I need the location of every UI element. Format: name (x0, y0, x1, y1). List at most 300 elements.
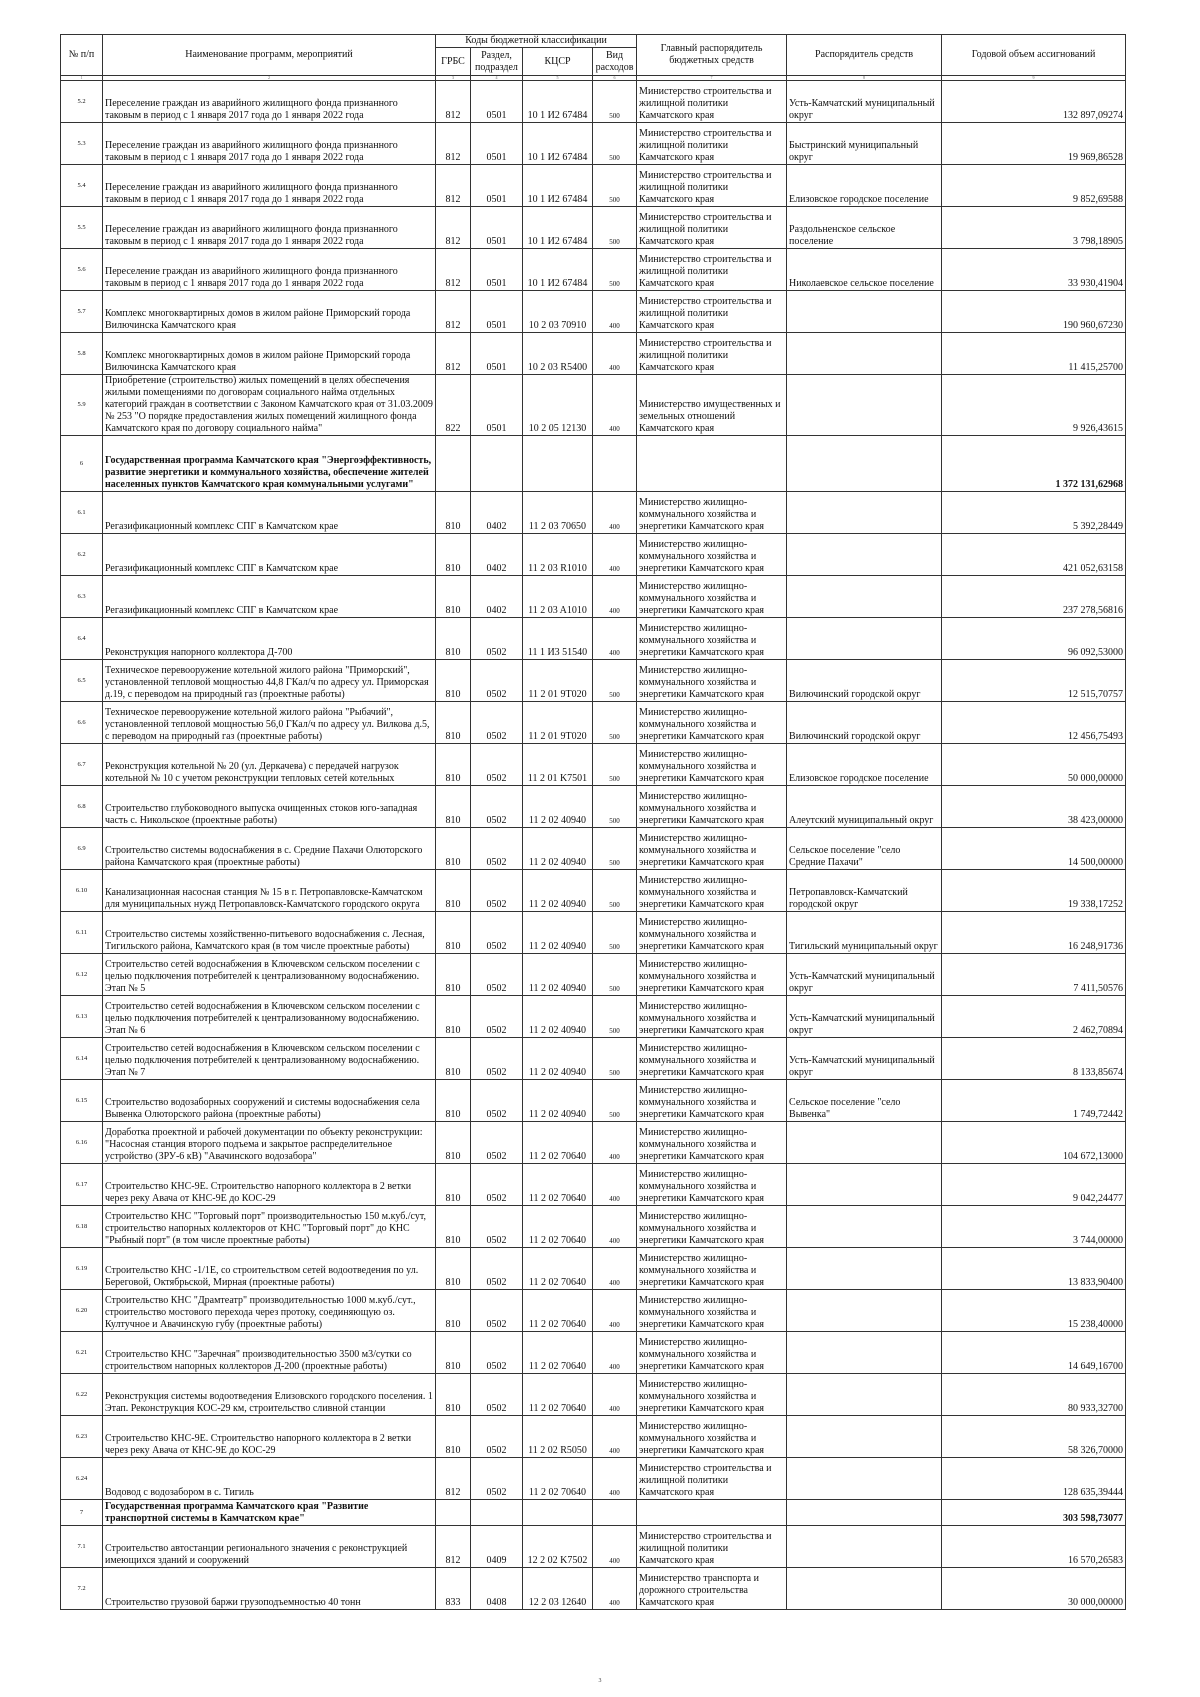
row-kcsr: 11 2 02 40940 (523, 828, 593, 870)
header-codes-group: Коды бюджетной классификации (436, 35, 637, 48)
row-name: Строительство КНС "Заречная" производительностью 3500 м3/сутки со строительством напорных коллекторов Д-200 (проектные работы) (103, 1332, 436, 1374)
row-number: 6.3 (61, 576, 103, 618)
row-grbs: 810 (436, 660, 471, 702)
row-manager (787, 1416, 942, 1458)
row-name: Строительство КНС "Драмтеатр" производительностью 1000 м.куб./сут., строительство мостового перехода через протоку, соединяющую оз. Култучное и Авачинскую губу (проектные работы) (103, 1290, 436, 1332)
row-kcsr: 11 2 02 40940 (523, 996, 593, 1038)
row-manager (787, 1500, 942, 1526)
row-main-manager: Министерство строительства и жилищной политики Камчатского края (637, 1458, 787, 1500)
row-razdel: 0502 (471, 1248, 523, 1290)
row-name: Государственная программа Камчатского края "Развитие транспортной системы в Камчатском крае" (103, 1500, 436, 1526)
row-manager: Усть-Камчатский муниципальный округ (787, 996, 942, 1038)
row-main-manager: Министерство жилищно-коммунального хозяйства и энергетики Камчатского края (637, 1164, 787, 1206)
row-manager: Усть-Камчатский муниципальный округ (787, 1038, 942, 1080)
row-amount: 33 930,41904 (942, 249, 1126, 291)
row-name: Регазификационный комплекс СПГ в Камчатском крае (103, 576, 436, 618)
row-main-manager: Министерство строительства и жилищной политики Камчатского края (637, 291, 787, 333)
row-razdel: 0402 (471, 576, 523, 618)
table-row (61, 786, 1126, 828)
row-name: Канализационная насосная станция № 15 в г. Петропавловске-Камчатском для муниципальных нужд Петропавловск-Камчатского городского округа (103, 870, 436, 912)
row-amount: 421 052,63158 (942, 534, 1126, 576)
row-manager (787, 436, 942, 492)
column-number: 5 (523, 76, 593, 81)
row-grbs: 810 (436, 576, 471, 618)
row-number: 6.18 (61, 1206, 103, 1248)
row-number: 6.17 (61, 1164, 103, 1206)
row-grbs: 812 (436, 165, 471, 207)
row-amount: 3 744,00000 (942, 1206, 1126, 1248)
header-main-manager: Главный распорядитель бюджетных средств (637, 35, 787, 76)
row-razdel: 0502 (471, 1206, 523, 1248)
row-amount: 1 372 131,62968 (942, 436, 1126, 492)
row-main-manager: Министерство жилищно-коммунального хозяйства и энергетики Камчатского края (637, 954, 787, 996)
row-grbs: 810 (436, 1038, 471, 1080)
row-name: Строительство автостанции регионального значения с реконструкцией имеющихся зданий и сооружений (103, 1526, 436, 1568)
row-number: 7.2 (61, 1568, 103, 1610)
row-grbs: 810 (436, 1080, 471, 1122)
row-number: 6.21 (61, 1332, 103, 1374)
row-vid: 500 (593, 1080, 637, 1122)
row-razdel: 0501 (471, 165, 523, 207)
row-number: 6.19 (61, 1248, 103, 1290)
row-razdel: 0502 (471, 828, 523, 870)
row-manager: Усть-Камчатский муниципальный округ (787, 954, 942, 996)
row-vid: 400 (593, 1122, 637, 1164)
row-manager (787, 333, 942, 375)
row-manager: Петропавловск-Камчатский городской округ (787, 870, 942, 912)
row-amount: 11 415,25700 (942, 333, 1126, 375)
table-row (61, 996, 1126, 1038)
row-vid: 400 (593, 375, 637, 436)
row-grbs: 822 (436, 375, 471, 436)
row-vid: 500 (593, 165, 637, 207)
row-main-manager: Министерство строительства и жилищной политики Камчатского края (637, 1526, 787, 1568)
row-manager: Тигильский муниципальный округ (787, 912, 942, 954)
row-amount: 132 897,09274 (942, 81, 1126, 123)
row-vid: 500 (593, 1038, 637, 1080)
row-razdel: 0502 (471, 954, 523, 996)
row-vid: 400 (593, 1416, 637, 1458)
page-number: 3 (598, 1678, 602, 1684)
row-vid: 400 (593, 576, 637, 618)
table-row (61, 828, 1126, 870)
row-grbs: 810 (436, 492, 471, 534)
row-vid: 500 (593, 660, 637, 702)
row-razdel: 0408 (471, 1568, 523, 1610)
row-number: 6.16 (61, 1122, 103, 1164)
row-kcsr: 11 1 И3 51540 (523, 618, 593, 660)
row-razdel: 0501 (471, 333, 523, 375)
row-main-manager: Министерство жилищно-коммунального хозяйства и энергетики Камчатского края (637, 702, 787, 744)
row-razdel: 0502 (471, 786, 523, 828)
row-amount: 14 649,16700 (942, 1332, 1126, 1374)
row-manager: Сельское поселение "село Вывенка" (787, 1080, 942, 1122)
row-grbs: 810 (436, 1416, 471, 1458)
row-kcsr (523, 1500, 593, 1526)
row-main-manager: Министерство жилищно-коммунального хозяйства и энергетики Камчатского края (637, 996, 787, 1038)
row-razdel: 0502 (471, 702, 523, 744)
row-grbs: 810 (436, 828, 471, 870)
row-vid: 500 (593, 870, 637, 912)
row-name: Строительство КНС -1/1Е, со строительством сетей водоотведения по ул. Береговой, Октябрьской, Мирная (проектные работы) (103, 1248, 436, 1290)
row-grbs: 810 (436, 954, 471, 996)
row-number: 6.1 (61, 492, 103, 534)
row-vid: 400 (593, 534, 637, 576)
row-razdel (471, 1500, 523, 1526)
table-row (61, 870, 1126, 912)
row-name: Строительство системы хозяйственно-питьевого водоснабжения с. Лесная, Тигильского района, Камчатского края (в том числе проектные работы) (103, 912, 436, 954)
row-manager (787, 291, 942, 333)
row-number: 6.2 (61, 534, 103, 576)
row-manager (787, 576, 942, 618)
row-number: 6.23 (61, 1416, 103, 1458)
row-kcsr: 11 2 02 70640 (523, 1458, 593, 1500)
row-main-manager: Министерство жилищно-коммунального хозяйства и энергетики Камчатского края (637, 1206, 787, 1248)
row-amount: 104 672,13000 (942, 1122, 1126, 1164)
row-grbs: 833 (436, 1568, 471, 1610)
row-number: 5.5 (61, 207, 103, 249)
row-amount: 9 852,69588 (942, 165, 1126, 207)
column-number: 2 (103, 76, 436, 81)
table-row (61, 660, 1126, 702)
row-manager: Вилючинский городской округ (787, 702, 942, 744)
row-vid: 400 (593, 1332, 637, 1374)
row-kcsr: 11 2 02 40940 (523, 912, 593, 954)
row-grbs: 812 (436, 1458, 471, 1500)
row-razdel: 0502 (471, 996, 523, 1038)
table-row (61, 744, 1126, 786)
row-manager (787, 1290, 942, 1332)
row-amount: 16 248,91736 (942, 912, 1126, 954)
table-row (61, 1206, 1126, 1248)
row-vid: 400 (593, 1374, 637, 1416)
row-manager: Сельское поселение "село Средние Пахачи" (787, 828, 942, 870)
row-grbs: 810 (436, 996, 471, 1038)
row-amount: 38 423,00000 (942, 786, 1126, 828)
table-row (61, 1164, 1126, 1206)
row-vid: 500 (593, 996, 637, 1038)
row-vid: 500 (593, 786, 637, 828)
row-amount: 15 238,40000 (942, 1290, 1126, 1332)
row-kcsr: 11 2 02 70640 (523, 1248, 593, 1290)
row-razdel: 0502 (471, 744, 523, 786)
row-name: Строительство сетей водоснабжения в Ключевском сельском поселении с целью подключения потребителей к централизованному водоснабжению. Этап № 7 (103, 1038, 436, 1080)
row-razdel: 0502 (471, 1416, 523, 1458)
row-kcsr: 11 2 02 70640 (523, 1206, 593, 1248)
row-amount: 50 000,00000 (942, 744, 1126, 786)
row-kcsr: 11 2 02 70640 (523, 1332, 593, 1374)
row-number: 6.4 (61, 618, 103, 660)
row-vid: 400 (593, 1526, 637, 1568)
row-grbs: 810 (436, 702, 471, 744)
row-manager: Елизовское городское поселение (787, 744, 942, 786)
row-manager: Алеутский муниципальный округ (787, 786, 942, 828)
row-name: Регазификационный комплекс СПГ в Камчатском крае (103, 534, 436, 576)
row-main-manager: Министерство жилищно-коммунального хозяйства и энергетики Камчатского края (637, 492, 787, 534)
row-amount: 16 570,26583 (942, 1526, 1126, 1568)
row-razdel: 0409 (471, 1526, 523, 1568)
row-name: Приобретение (строительство) жилых помещений в целях обеспечения жилыми помещениями по договорам социального найма отдельных категорий граждан в соответствии с Законом Камчатского края от 31.03.2009 № 253 "О порядке предоставления жилых помещений жилищного фонда Камчатского края по договору социального найма" (103, 375, 436, 436)
row-grbs: 810 (436, 1122, 471, 1164)
column-number: 7 (637, 76, 787, 81)
table-row (61, 1568, 1126, 1610)
table-row (61, 165, 1126, 207)
row-amount: 30 000,00000 (942, 1568, 1126, 1610)
table-row (61, 123, 1126, 165)
table-row (61, 492, 1126, 534)
row-vid: 500 (593, 702, 637, 744)
row-main-manager: Министерство жилищно-коммунального хозяйства и энергетики Камчатского края (637, 1290, 787, 1332)
row-kcsr: 10 1 И2 67484 (523, 81, 593, 123)
row-grbs: 810 (436, 1374, 471, 1416)
row-kcsr: 11 2 02 70640 (523, 1374, 593, 1416)
row-grbs: 810 (436, 534, 471, 576)
row-number: 6.15 (61, 1080, 103, 1122)
row-manager (787, 1526, 942, 1568)
table-row (61, 702, 1126, 744)
row-vid: 500 (593, 954, 637, 996)
row-grbs: 810 (436, 1248, 471, 1290)
row-grbs: 812 (436, 333, 471, 375)
row-vid: 400 (593, 333, 637, 375)
row-name: Реконструкция напорного коллектора Д-700 (103, 618, 436, 660)
row-vid: 400 (593, 1206, 637, 1248)
row-vid: 400 (593, 291, 637, 333)
row-amount: 5 392,28449 (942, 492, 1126, 534)
row-manager (787, 1122, 942, 1164)
header-kcsr: КЦСР (523, 48, 593, 76)
header-name: Наименование программ, мероприятий (103, 35, 436, 76)
row-vid: 400 (593, 1568, 637, 1610)
row-razdel: 0502 (471, 1290, 523, 1332)
row-razdel: 0502 (471, 618, 523, 660)
row-kcsr: 11 2 02 40940 (523, 1080, 593, 1122)
row-number: 5.9 (61, 375, 103, 436)
row-name: Переселение граждан из аварийного жилищного фонда признанного таковым в период с 1 января 2017 года до 1 января 2022 года (103, 123, 436, 165)
header-razdel: Раздел, подраздел (471, 48, 523, 76)
row-grbs: 810 (436, 786, 471, 828)
row-number: 6.6 (61, 702, 103, 744)
row-grbs: 810 (436, 618, 471, 660)
row-number: 6.20 (61, 1290, 103, 1332)
row-manager (787, 1458, 942, 1500)
row-manager: Быстринский муниципальный округ (787, 123, 942, 165)
row-grbs: 810 (436, 912, 471, 954)
row-main-manager (637, 436, 787, 492)
row-name: Строительство сетей водоснабжения в Ключевском сельском поселении с целью подключения потребителей к централизованному водоснабжению. Этап № 6 (103, 996, 436, 1038)
row-razdel: 0501 (471, 291, 523, 333)
budget-table-page (60, 34, 1125, 1610)
row-amount: 12 456,75493 (942, 702, 1126, 744)
header-manager: Распорядитель средств (787, 35, 942, 76)
row-manager: Елизовское городское поселение (787, 165, 942, 207)
row-amount: 8 133,85674 (942, 1038, 1126, 1080)
row-main-manager: Министерство жилищно-коммунального хозяйства и энергетики Камчатского края (637, 1122, 787, 1164)
row-razdel: 0402 (471, 534, 523, 576)
row-manager: Усть-Камчатский муниципальный округ (787, 81, 942, 123)
row-main-manager: Министерство строительства и жилищной политики Камчатского края (637, 333, 787, 375)
row-amount: 58 326,70000 (942, 1416, 1126, 1458)
row-amount: 96 092,53000 (942, 618, 1126, 660)
table-row (61, 249, 1126, 291)
table-body (61, 81, 1126, 1610)
row-grbs (436, 1500, 471, 1526)
header-amount: Годовой объем ассигнований (942, 35, 1126, 76)
row-kcsr: 11 2 01 9Т020 (523, 702, 593, 744)
row-grbs: 812 (436, 291, 471, 333)
row-name: Реконструкция котельной № 20 (ул. Деркачева) с передачей нагрузок котельной № 10 с учетом реконструкции тепловых сетей котельных (103, 744, 436, 786)
row-name: Строительство глубоководного выпуска очищенных стоков юго-западная часть с. Никольское (проектные работы) (103, 786, 436, 828)
row-grbs: 810 (436, 1206, 471, 1248)
row-amount: 14 500,00000 (942, 828, 1126, 870)
table-row (61, 291, 1126, 333)
row-kcsr: 11 2 01 K7501 (523, 744, 593, 786)
row-main-manager: Министерство жилищно-коммунального хозяйства и энергетики Камчатского края (637, 912, 787, 954)
table-row (61, 618, 1126, 660)
table-row (61, 1248, 1126, 1290)
row-number: 7 (61, 1500, 103, 1526)
row-razdel: 0502 (471, 660, 523, 702)
row-grbs: 810 (436, 1164, 471, 1206)
table-row (61, 954, 1126, 996)
row-number: 6.12 (61, 954, 103, 996)
row-kcsr: 11 2 02 40940 (523, 1038, 593, 1080)
row-number: 5.4 (61, 165, 103, 207)
row-vid (593, 1500, 637, 1526)
row-main-manager: Министерство транспорта и дорожного строительства Камчатского края (637, 1568, 787, 1610)
row-kcsr: 11 2 02 40940 (523, 786, 593, 828)
row-main-manager: Министерство строительства и жилищной политики Камчатского края (637, 165, 787, 207)
row-grbs: 812 (436, 249, 471, 291)
row-grbs: 810 (436, 1290, 471, 1332)
row-amount: 12 515,70757 (942, 660, 1126, 702)
row-manager (787, 534, 942, 576)
row-number: 6.7 (61, 744, 103, 786)
row-main-manager: Министерство жилищно-коммунального хозяйства и энергетики Камчатского края (637, 1248, 787, 1290)
table-row (61, 1290, 1126, 1332)
row-razdel: 0502 (471, 1458, 523, 1500)
column-number: 3 (436, 76, 471, 81)
row-vid: 500 (593, 744, 637, 786)
row-main-manager: Министерство жилищно-коммунального хозяйства и энергетики Камчатского края (637, 1416, 787, 1458)
row-razdel: 0502 (471, 912, 523, 954)
column-number: 1 (61, 76, 103, 81)
row-main-manager: Министерство строительства и жилищной политики Камчатского края (637, 207, 787, 249)
row-vid: 400 (593, 492, 637, 534)
table-row (61, 375, 1126, 436)
row-kcsr: 10 1 И2 67484 (523, 123, 593, 165)
table-row (61, 1038, 1126, 1080)
row-number: 6.5 (61, 660, 103, 702)
row-kcsr: 11 2 01 9Т020 (523, 660, 593, 702)
row-grbs: 812 (436, 123, 471, 165)
table-row (61, 81, 1126, 123)
row-name: Водовод с водозабором в с. Тигиль (103, 1458, 436, 1500)
row-razdel: 0502 (471, 1374, 523, 1416)
row-name: Строительство КНС "Торговый порт" производительностью 150 м.куб./сут, строительство напорных коллекторов от КНС "Торговый порт" до КНС "Рыбный порт" (в том числе проектные работы) (103, 1206, 436, 1248)
table-row (61, 1374, 1126, 1416)
row-grbs: 812 (436, 81, 471, 123)
row-manager (787, 1164, 942, 1206)
row-name: Строительство сетей водоснабжения в Ключевском сельском поселении с целью подключения потребителей к централизованному водоснабжению. Этап № 5 (103, 954, 436, 996)
table-row (61, 576, 1126, 618)
table-row (61, 1122, 1126, 1164)
row-number: 6.10 (61, 870, 103, 912)
table-header (61, 35, 1126, 81)
table-row (61, 1526, 1126, 1568)
table-row (61, 1080, 1126, 1122)
row-number: 6 (61, 436, 103, 492)
row-manager: Николаевское сельское поселение (787, 249, 942, 291)
row-vid: 500 (593, 207, 637, 249)
row-razdel: 0501 (471, 207, 523, 249)
row-amount: 237 278,56816 (942, 576, 1126, 618)
row-kcsr: 11 2 02 70640 (523, 1164, 593, 1206)
row-amount: 1 749,72442 (942, 1080, 1126, 1122)
table-row (61, 207, 1126, 249)
row-kcsr: 11 2 02 40940 (523, 870, 593, 912)
row-main-manager: Министерство жилищно-коммунального хозяйства и энергетики Камчатского края (637, 744, 787, 786)
row-razdel: 0502 (471, 1080, 523, 1122)
row-kcsr: 11 2 03 A1010 (523, 576, 593, 618)
row-manager (787, 1374, 942, 1416)
row-main-manager: Министерство жилищно-коммунального хозяйства и энергетики Камчатского края (637, 660, 787, 702)
row-manager: Вилючинский городской округ (787, 660, 942, 702)
row-vid: 500 (593, 828, 637, 870)
row-vid (593, 436, 637, 492)
row-razdel: 0501 (471, 123, 523, 165)
row-number: 6.24 (61, 1458, 103, 1500)
row-grbs: 810 (436, 870, 471, 912)
row-vid: 500 (593, 249, 637, 291)
row-amount: 7 411,50576 (942, 954, 1126, 996)
row-main-manager (637, 1500, 787, 1526)
row-kcsr: 10 2 03 70910 (523, 291, 593, 333)
row-grbs: 810 (436, 1332, 471, 1374)
row-grbs: 812 (436, 1526, 471, 1568)
row-razdel: 0502 (471, 1332, 523, 1374)
row-name: Техническое перевооружение котельной жилого района "Рыбачий", установленной тепловой мощностью 56,0 ГКал/ч по адресу ул. Вилкова д.5, с переводом на природный газ (проектные работы) (103, 702, 436, 744)
row-manager: Раздольненское сельское поселение (787, 207, 942, 249)
row-razdel: 0502 (471, 870, 523, 912)
row-number: 6.8 (61, 786, 103, 828)
row-main-manager: Министерство жилищно-коммунального хозяйства и энергетики Камчатского края (637, 618, 787, 660)
row-kcsr: 11 2 02 R5050 (523, 1416, 593, 1458)
row-amount: 190 960,67230 (942, 291, 1126, 333)
row-main-manager: Министерство жилищно-коммунального хозяйства и энергетики Камчатского края (637, 1332, 787, 1374)
row-manager (787, 492, 942, 534)
row-number: 6.14 (61, 1038, 103, 1080)
row-kcsr: 12 2 02 K7502 (523, 1526, 593, 1568)
row-manager (787, 375, 942, 436)
row-vid: 400 (593, 1458, 637, 1500)
row-manager (787, 618, 942, 660)
row-razdel: 0402 (471, 492, 523, 534)
column-number: 8 (787, 76, 942, 81)
row-name: Строительство КНС-9Е. Строительство напорного коллектора в 2 ветки через реку Авача от КНС-9Е до КОС-29 (103, 1416, 436, 1458)
row-number: 7.1 (61, 1526, 103, 1568)
program-row (61, 1500, 1126, 1526)
row-manager (787, 1332, 942, 1374)
row-kcsr: 10 1 И2 67484 (523, 165, 593, 207)
row-razdel: 0501 (471, 81, 523, 123)
row-kcsr: 11 2 03 R1010 (523, 534, 593, 576)
row-vid: 400 (593, 618, 637, 660)
row-name: Строительство КНС-9Е. Строительство напорного коллектора в 2 ветки через реку Авача от КНС-9Е до КОС-29 (103, 1164, 436, 1206)
row-amount: 9 042,24477 (942, 1164, 1126, 1206)
row-razdel: 0502 (471, 1164, 523, 1206)
row-main-manager: Министерство жилищно-коммунального хозяйства и энергетики Камчатского края (637, 828, 787, 870)
